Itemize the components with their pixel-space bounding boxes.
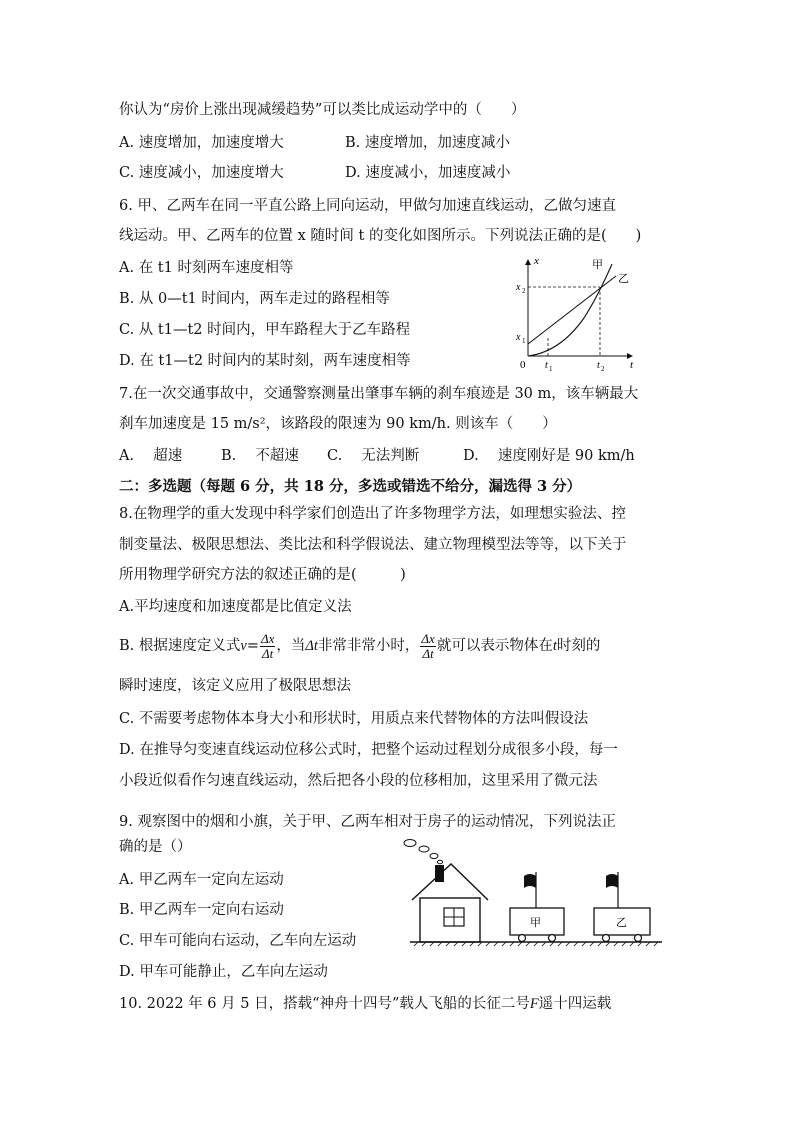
q7-option-c: C. 无法判断	[327, 448, 420, 464]
time-symbol: t	[552, 638, 557, 654]
graph-t2-sub: 2	[601, 365, 605, 372]
car-yi-wheel-right	[635, 935, 642, 942]
graph-t-label: t	[630, 359, 634, 371]
velocity-fraction-2	[420, 632, 435, 661]
graph-t2: t	[597, 360, 600, 371]
graph-origin: 0	[520, 359, 526, 371]
q9-option-d: D. 甲车可能静止，乙车向左运动	[119, 964, 328, 980]
fraction-denominator-2: Δt	[422, 645, 434, 661]
graph-x2: x	[516, 282, 521, 293]
graph-x1: x	[516, 332, 521, 343]
q10-rocket-letter: F	[529, 996, 539, 1012]
graph-t1: t	[545, 360, 548, 371]
section-heading-multiple-choice: 二：多选题（每题 6 分，共 18 分，多选或错选不给分，漏选得 3 分）	[119, 478, 582, 495]
q10-stem-post: 遥十四运载	[538, 996, 612, 1012]
q5-option-a: A. 速度增加，加速度增大	[119, 135, 284, 151]
fraction-numerator-2: Δx	[421, 630, 435, 646]
chimney	[435, 865, 444, 882]
q9-stem-line1: 9. 观察图中的烟和小旗，关于甲、乙两车相对于房子的运动情况，下列说法正	[119, 814, 616, 830]
q10-stem-pre: 10. 2022 年 6 月 5 日，搭载“神舟十四号”载人飞船的长征二号	[119, 996, 530, 1012]
velocity-symbol: v	[240, 638, 247, 654]
q7-stem-line1: 7.在一次交通事故中，交通警察测量出肇事车辆的刹车痕迹是 30 m，该车辆最大	[119, 386, 639, 402]
q7-option-b: B. 不超速	[221, 448, 299, 464]
velocity-fraction	[260, 632, 275, 661]
q8-option-c: C. 不需要考虑物体本身大小和形状时，用质点来代替物体的方法叫假设法	[119, 711, 589, 727]
q8-option-b-represent: 就可以表示物体在	[436, 638, 553, 654]
graph-t1-sub: 1	[549, 365, 553, 372]
car-yi-flag	[606, 874, 618, 888]
q6-stem-line1: 6. 甲、乙两车在同一平直公路上同向运动，甲做匀加速直线运动，乙做匀速直	[119, 198, 616, 214]
q7-stem-line2: 刹车加速度是 15 m/s²，该路段的限速为 90 km/h. 则该车（ ）	[119, 416, 557, 432]
equals-sign: =	[246, 638, 259, 654]
q8-stem-line3: 所用物理学研究方法的叙述正确的是( )	[119, 567, 406, 583]
car-jia-wheel-right	[549, 935, 556, 942]
q8-option-d-line1: D. 在推导匀变速直线运动位移公式时，把整个运动过程划分成很多小段，每一	[119, 742, 618, 758]
q10-stem	[119, 994, 611, 1014]
q8-option-b-when: ，当	[276, 638, 306, 654]
smoke-puff-1	[404, 840, 416, 847]
car-yi-label: 乙	[616, 916, 627, 929]
q9-option-b: B. 甲乙两车一定向右运动	[119, 902, 284, 918]
q5-stem: 你认为“房价上涨出现减缓趋势”可以类比成运动学中的（ ）	[119, 102, 526, 118]
curve-jia	[528, 264, 612, 356]
q5-option-c: C. 速度减小，加速度增大	[119, 165, 284, 181]
car-yi-wheel-left	[603, 935, 610, 942]
q6-option-b: B. 从 0—t1 时间内，两车走过的路程相等	[119, 291, 390, 307]
q8-option-d-line2: 小段近似看作匀速直线运动，然后把各小段的位移相加，这里采用了微元法	[119, 773, 598, 789]
q8-option-b-end: 时刻的	[556, 638, 601, 654]
fraction-numerator: Δx	[260, 630, 275, 646]
q8-stem-line2: 制变量法、极限思想法、类比法和科学假说法、建立物理模型法等等，以下关于	[119, 537, 627, 553]
car-jia-wheel-left	[519, 935, 526, 942]
q9-stem-line2: 确的是（）	[119, 839, 192, 855]
line-yi	[528, 276, 616, 344]
q7-option-d: D. 速度刚好是 90 km/h	[463, 448, 635, 464]
graph-x1-sub: 1	[522, 337, 526, 345]
graph-label-jia: 甲	[592, 258, 603, 271]
q8-option-b-line1	[119, 628, 600, 664]
house-roof	[412, 864, 488, 900]
q5-option-b: B. 速度增加，加速度减小	[345, 135, 510, 151]
q8-option-b-line2: 瞬时速度，该定义应用了极限思想法	[119, 678, 351, 694]
q6-stem-line2: 线运动。甲、乙两车的位置 x 随时间 t 的变化如图所示。下列说法正确的是( )	[119, 228, 642, 244]
delta-t-symbol: Δt	[305, 638, 318, 654]
car-jia-flag	[524, 874, 536, 888]
fraction-denominator: Δt	[262, 645, 274, 661]
q8-option-b-prefix: B. 根据速度定义式	[119, 638, 241, 654]
car-jia-label: 甲	[530, 916, 541, 929]
q8-option-b-small: 非常非常小时，	[317, 638, 420, 654]
q9-option-a: A. 甲乙两车一定向左运动	[119, 872, 284, 888]
q5-option-d: D. 速度减小，加速度减小	[345, 165, 511, 181]
q8-option-a: A.平均速度和加速度都是比值定义法	[119, 599, 352, 615]
graph-y-label: x	[534, 255, 539, 267]
q8-stem-line1: 8.在物理学的重大发现中科学家们创造出了许多物理学方法，如理想实验法、控	[119, 506, 626, 522]
q6-option-a: A. 在 t1 时刻两车速度相等	[119, 260, 294, 276]
q6-option-c: C. 从 t1—t2 时间内，甲车路程大于乙车路程	[119, 322, 411, 338]
q6-option-d: D. 在 t1—t2 时间内的某时刻，两车速度相等	[119, 353, 411, 369]
smoke-puff-3	[430, 853, 438, 858]
house-body	[420, 898, 480, 942]
q6-position-time-graph	[508, 252, 640, 372]
q7-option-a: A. 超速	[119, 448, 183, 464]
q9-house-cars-illustration	[400, 832, 670, 952]
q9-option-c: C. 甲车可能向右运动，乙车向左运动	[119, 933, 357, 949]
smoke-puff-2	[419, 846, 429, 852]
smoke-puff-4	[437, 860, 442, 864]
graph-x2-sub: 2	[522, 287, 526, 295]
graph-label-yi: 乙	[618, 272, 629, 285]
